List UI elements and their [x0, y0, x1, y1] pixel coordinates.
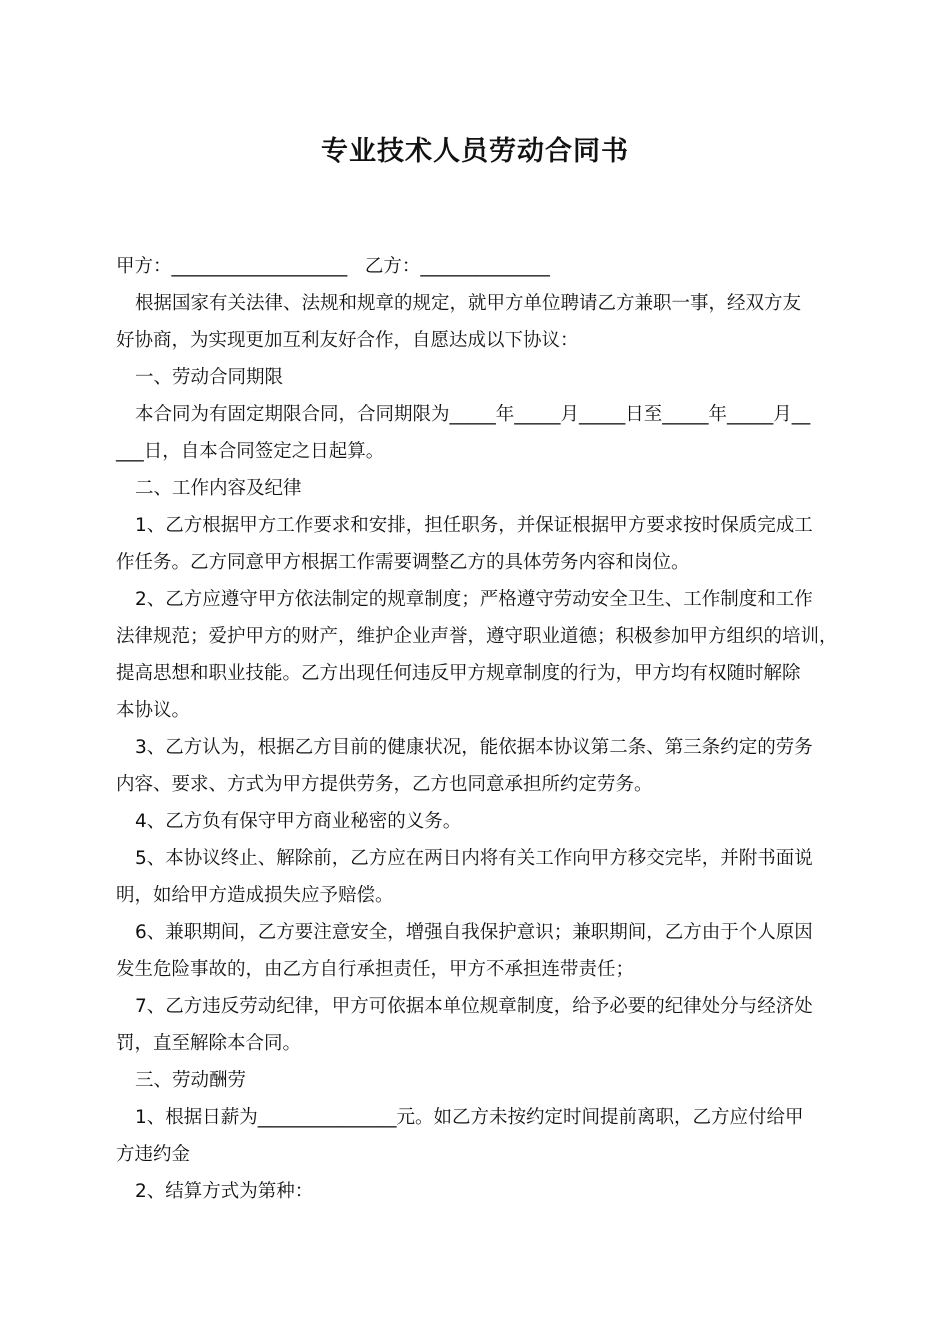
section-heading-term: 一、劳动合同期限 — [135, 367, 284, 388]
clause-line: 7、乙方违反劳动纪律，甲方可依据本单位规章制度，给予必要的纪律处分与经济处 — [135, 996, 813, 1017]
clause-line: 2、结算方式为第种： — [135, 1181, 314, 1202]
clause-line: 作任务。乙方同意甲方根据工作需要调整乙方的具体劳务内容和岗位。 — [116, 552, 690, 573]
term-line: 本合同为有固定期限合同，合同期限为_____年_____月_____日至_____年_____月__ — [135, 404, 811, 425]
clause-line: 6、兼职期间，乙方要注意安全，增强自我保护意识；兼职期间，乙方由于个人原因 — [135, 922, 813, 943]
parties-line: 甲方：___________________ 乙方：______________ — [116, 256, 550, 277]
clause-line: 发生危险事故的，由乙方自行承担责任，甲方不承担连带责任； — [116, 959, 635, 980]
clause-line: 5、本协议终止、解除前，乙方应在两日内将有关工作向甲方移交完毕，并附书面说 — [135, 848, 813, 869]
clause-line: 1、乙方根据甲方工作要求和安排，担任职务，并保证根据甲方要求按时保质完成工 — [135, 515, 813, 536]
section-heading-work: 二、工作内容及纪律 — [135, 478, 302, 499]
clause-line: 3、乙方认为，根据乙方目前的健康状况，能依据本协议第二条、第三条约定的劳务 — [135, 737, 813, 758]
clause-line: 2、乙方应遵守甲方依法制定的规章制度；严格遵守劳动安全卫生、工作制度和工作 — [135, 589, 813, 610]
intro-line: 好协商，为实现更加互利友好合作，自愿达成以下协议： — [116, 330, 579, 351]
clause-line: 4、乙方负有保守甲方商业秘密的义务。 — [135, 811, 462, 832]
clause-line: 本协议。 — [116, 700, 191, 721]
clause-line: 方违约金 — [116, 1144, 191, 1165]
clause-line: 1、根据日薪为_______________元。如乙方未按约定时间提前离职，乙方应付给甲 — [135, 1107, 804, 1128]
clause-line: 提高思想和职业技能。乙方出现任何违反甲方规章制度的行为，甲方均有权随时解除 — [116, 663, 801, 684]
clause-line: 内容、要求、方式为甲方提供劳务，乙方也同意承担所约定劳务。 — [116, 774, 653, 795]
clause-line: 罚，直至解除本合同。 — [116, 1033, 302, 1054]
intro-line: 根据国家有关法律、法规和规章的规定，就甲方单位聘请乙方兼职一事，经双方友 — [135, 293, 802, 314]
term-line: ___日，自本合同签定之日起算。 — [116, 441, 385, 462]
section-heading-pay: 三、劳动酬劳 — [135, 1070, 247, 1091]
document-body — [116, 248, 840, 1210]
clause-line: 明，如给甲方造成损失应予赔偿。 — [116, 885, 394, 906]
clause-line: 法律规范；爱护甲方的财产，维护企业声誉，遵守职业道德；积极参加甲方组织的培训， — [116, 626, 838, 647]
document-title: 专业技术人员劳动合同书 — [321, 136, 629, 167]
